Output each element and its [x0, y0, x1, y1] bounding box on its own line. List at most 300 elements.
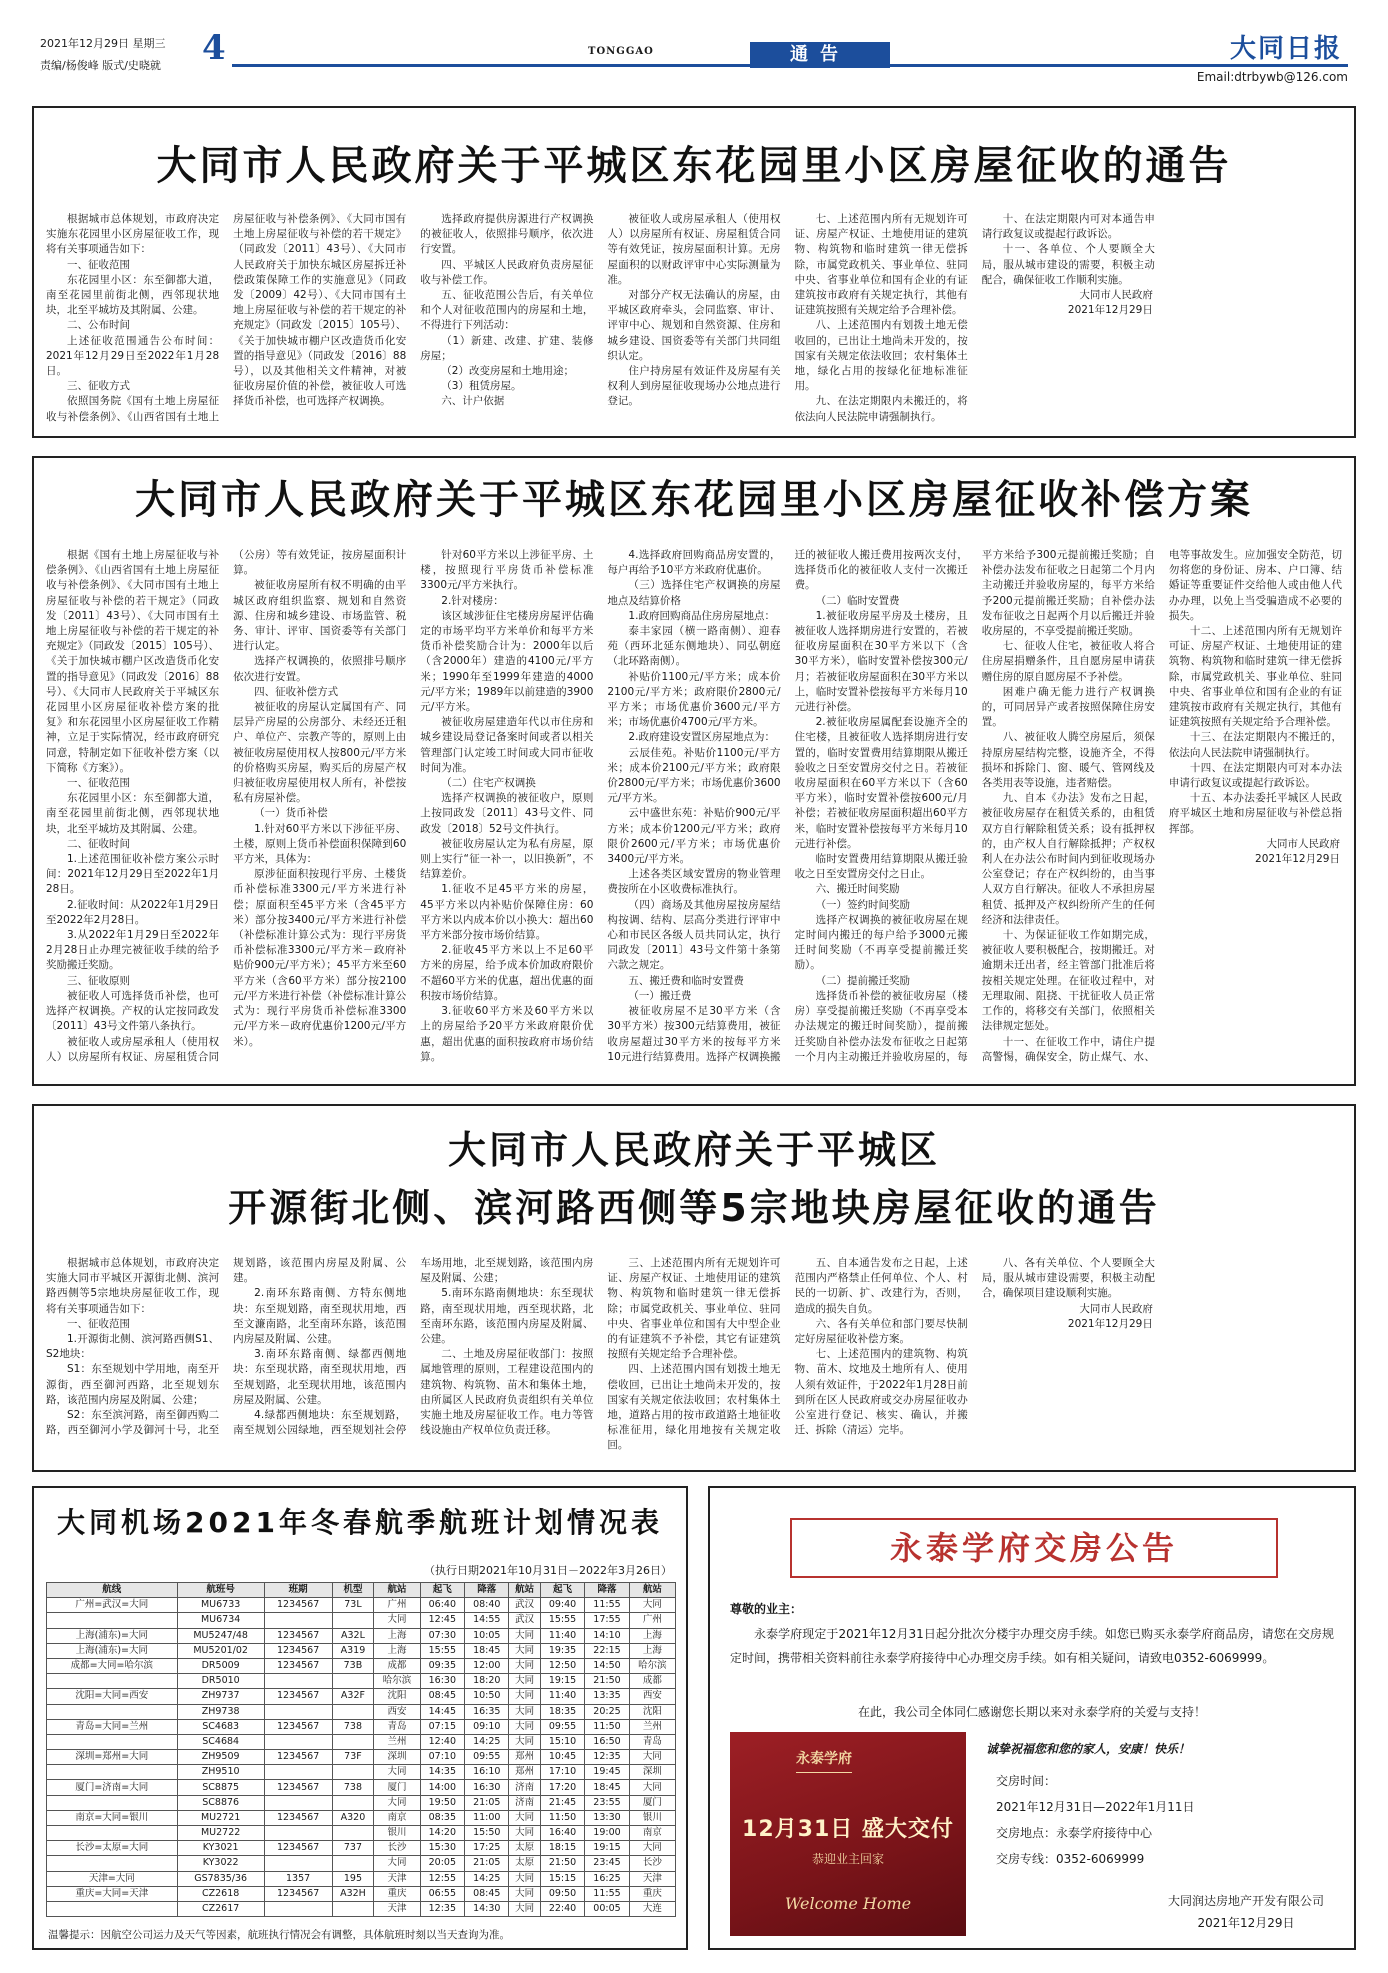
paragraph: 六、各有关单位和部门要尽快制定好房屋征收补偿方案。	[794, 1317, 968, 1346]
flight-table-title: 大同机场2021年冬春航季航班计划情况表	[57, 1506, 663, 1539]
notice-title: 大同市人民政府关于平城区东花园里小区房屋征收的通告	[156, 143, 1232, 189]
table-cell: 09:40	[540, 1598, 584, 1613]
table-cell: 天津	[629, 1871, 675, 1886]
table-cell: 郑州	[509, 1750, 540, 1765]
paragraph: （二）提前搬迁奖励	[815, 974, 911, 987]
paragraph: 三、征收原则	[67, 974, 130, 987]
handover-place: 交房地点：永泰学府接待中心	[996, 1826, 1153, 1840]
table-cell: 16:30	[465, 1780, 509, 1795]
table-cell	[47, 1795, 178, 1810]
paragraph: 三、征收方式	[67, 380, 130, 393]
table-row	[47, 1826, 676, 1841]
table-row	[47, 1750, 676, 1765]
table-cell: 1234567	[264, 1841, 332, 1856]
contact-email[interactable]: Email:dtrbywb@126.com	[1196, 70, 1348, 84]
table-cell: 17:10	[540, 1765, 584, 1780]
table-cell: 大同	[509, 1719, 540, 1734]
table-cell: 大同	[509, 1704, 540, 1719]
table-cell: 195	[332, 1871, 374, 1886]
table-cell: 21:45	[540, 1795, 584, 1810]
editors-line: 责编/杨俊峰 版式/史晓就	[40, 59, 161, 72]
paragraph: 八、各有关单位、个人要顾全大局，服从城市建设需要，积极主动配合，确保项目建设顺利实施。	[981, 1257, 1155, 1300]
paragraph: 被征收房屋不足30平方米（含30平方米）按300元结算费用，被征收房屋超过30平方米的按每平方米10元进行结算费用。选择产权调换搬迁的被征收人搬迁费用按两次支付，选择货币化的被征收人支付一次搬迁费。	[607, 549, 968, 1063]
table-cell	[47, 1613, 178, 1628]
compensation-plan	[32, 456, 1356, 1086]
table-row	[47, 1689, 676, 1704]
table-cell: 厦门	[374, 1780, 420, 1795]
table-cell: 15:55	[540, 1613, 584, 1628]
table-row	[47, 1901, 676, 1916]
paragraph: 1.征收不足45平方米的房屋，45平方米以内补贴价保障住房：60平方米以内成本价以小换大：超出60平方米部分按市场价结算。	[420, 883, 594, 942]
table-cell: 天津	[374, 1901, 420, 1916]
table-cell: 上海(浦东)=大同	[47, 1628, 178, 1643]
table-cell: 沈阳	[629, 1704, 675, 1719]
table-cell	[332, 1674, 374, 1689]
table-cell	[264, 1765, 332, 1780]
paragraph: 针对60平方米以上涉征平房、土楼，按照现行平房货币补偿标准3300元/平方米执行。	[420, 549, 594, 592]
table-cell: 19:00	[585, 1826, 629, 1841]
table-cell: 大同	[629, 1598, 675, 1613]
paragraph: 5.南环东路南侧地块：东至现状路，南至现状用地，西至现状路，北至南环东路，该范围内房屋及附属、公建。	[420, 1287, 594, 1346]
table-cell: 18:45	[585, 1780, 629, 1795]
paragraph: 被征收房屋建造年代以市住房和城乡建设局登记备案时间或者以相关管理部门认定竣工时间或大同市征收时间为准。	[420, 716, 594, 774]
table-cell: 银川	[374, 1826, 420, 1841]
paragraph: 十一、在征收工作中，请住户提高警惕，确保安全，防止煤气、水、电等事故发生。应加强安全防范，切勿将您的身份证、房本、户口簿、结婚证等重要证件交给他人或由他人代办办理，以免上当受骗造成不必要的损失。	[981, 549, 1342, 1063]
table-cell: MU2722	[177, 1826, 264, 1841]
table-cell: 广州	[629, 1613, 675, 1628]
table-cell: 12:55	[420, 1871, 464, 1886]
notice-body	[46, 212, 1342, 426]
paragraph: 八、被征收人腾空房屋后，须保持原房屋结构完整，设施齐全，不得损坏和拆除门、窗、暖气、管网线及各类用表等设施，违者赔偿。	[981, 731, 1155, 790]
table-cell: 14:55	[465, 1613, 509, 1628]
paragraph: 根据城市总体规划，市政府决定实施东花园里小区房屋征收工作，现将有关事项通告如下：	[46, 213, 220, 256]
table-cell: 厦门=济南=大同	[47, 1780, 178, 1795]
newspaper-logo: 大同日报	[1229, 34, 1342, 64]
paragraph: （3）租赁房屋。	[441, 380, 522, 393]
table-cell: 大同	[629, 1750, 675, 1765]
table-cell: 成都=大同=哈尔滨	[47, 1658, 178, 1673]
table-cell: 14:10	[585, 1628, 629, 1643]
table-cell: 16:10	[465, 1765, 509, 1780]
table-cell: 武汉	[509, 1613, 540, 1628]
paragraph: （四）商场及其他房屋按房屋结构按调、结构、层高分类进行评审中心和市民区各级人员共同认定，执行同政发〔2011〕43号文件第十条第六款之规定。	[607, 898, 781, 972]
paragraph: 九、在法定期限内未搬迁的，将依法向人民法院申请强制执行。	[794, 395, 968, 423]
table-cell: ZH9510	[177, 1765, 264, 1780]
banner-subtitle: 恭迎业主回家	[811, 1852, 884, 1866]
table-cell: 14:30	[465, 1901, 509, 1916]
table-cell: 重庆=大同=天津	[47, 1886, 178, 1901]
table-cell: 10:45	[540, 1750, 584, 1765]
table-cell: 大同	[509, 1901, 540, 1916]
paragraph: 1.上述范围征收补偿方案公示时间：2021年12月29日至2022年1月28日。	[46, 853, 220, 896]
table-cell: 22:40	[540, 1901, 584, 1916]
table-cell: 太原	[509, 1856, 540, 1871]
table-cell	[332, 1901, 374, 1916]
table-cell: 上海	[374, 1628, 420, 1643]
table-cell: 长沙	[374, 1841, 420, 1856]
paragraph: 四、征收补偿方式	[254, 685, 339, 698]
table-row	[47, 1780, 676, 1795]
paragraph: （三）选择住宅产权调换的房屋地点及结算价格	[607, 579, 781, 607]
table-cell: 73B	[332, 1658, 374, 1673]
table-cell: 73L	[332, 1598, 374, 1613]
ad-company: 大同润达房地产开发有限公司	[1167, 1894, 1324, 1908]
flight-schedule	[32, 1486, 688, 1950]
table-cell: 大同	[374, 1765, 420, 1780]
table-cell: A32F	[332, 1689, 374, 1704]
section-name: 通告	[750, 42, 890, 68]
notice2-title-line1: 大同市人民政府关于平城区	[447, 1128, 940, 1172]
table-cell	[264, 1856, 332, 1871]
table-cell: 哈尔滨	[374, 1674, 420, 1689]
table-cell: 10:50	[465, 1689, 509, 1704]
table-cell: 上海	[629, 1643, 675, 1658]
paragraph: 2.征收时间：从2022年1月29日至2022年2月28日。	[46, 898, 220, 926]
ad-info	[996, 1768, 1195, 1872]
table-cell: 08:35	[420, 1810, 464, 1825]
table-cell: 12:50	[540, 1658, 584, 1673]
banner-logo: 永泰学府	[796, 1748, 852, 1773]
table-cell: 兰州	[374, 1734, 420, 1749]
table-cell: 哈尔滨	[629, 1658, 675, 1673]
paragraph: 二、公布时间	[67, 319, 130, 332]
table-cell: 上海(浦东)=大同	[47, 1643, 178, 1658]
paragraph: 八、上述范围内有划拨土地无偿收回的，已出让土地尚未开发的，按国家有关规定依法收回；农村集体土地，绿化占用的按绿化征地标准征用。	[794, 319, 968, 393]
paragraph: 住户持房屋有效证件及房屋有关权利人到房屋征收现场办公地点进行登记。	[607, 365, 781, 408]
table-cell: 22:15	[585, 1643, 629, 1658]
table-cell: 深圳	[374, 1750, 420, 1765]
flight-table-body	[47, 1598, 676, 1917]
column-header: 航线	[47, 1583, 178, 1598]
paragraph: 十一、各单位、个人要顾全大局，服从城市建设的需要，积极主动配合，确保征收工作顺利实施。	[981, 243, 1155, 286]
table-row	[47, 1628, 676, 1643]
table-cell: 09:35	[420, 1658, 464, 1673]
table-cell: 11:40	[540, 1689, 584, 1704]
table-cell: 上海	[374, 1643, 420, 1658]
paragraph: 2.南环东路南侧、方特东侧地块：东至规划路，南至现状用地，西至文濂南路，北至南环东路，该范围内房屋及附属、公建。	[233, 1287, 407, 1346]
paragraph: 选择货币补偿的被征收房屋（楼房）享受提前搬迁奖励（不再享受本办法规定的搬迁时间奖励），提前搬迁奖励自补偿办法发布征收之日起第一个月内主动搬迁并验收房屋的，每平方米给予300元提前搬迁奖励；自补偿办法发布征收之日起第二个月内主动搬迁并验收房屋的，每平方米给予200元提前搬迁奖励；自补偿办法发布征收之日起两个月以后搬迁并验收房屋的，不享受提前搬迁奖励。	[794, 549, 1155, 1063]
table-cell: 郑州	[509, 1765, 540, 1780]
paragraph: 十二、上述范围内所有无规划许可证、房屋产权证、土地使用证的建筑物、构筑物和临时建筑一律无偿拆除，市属党政机关、事业单位、驻同中央、省事业单位和国有企业的有证建筑按市政府有关规定执行，其他有证建筑按照有关规定给予合理补偿。	[1168, 625, 1342, 729]
ad-body: 永泰学府现定于2021年12月31日起分批次分楼宇办理交房手续。如您已购买永泰学府商品房，请您在交房规定时间，携带相关资料前往永泰学府接待中心办理交房手续。如有相关疑问，请致电0352-6069999。	[730, 1627, 1334, 1665]
table-cell: 15:30	[420, 1841, 464, 1856]
table-cell: 大同	[374, 1795, 420, 1810]
table-cell: 16:40	[540, 1826, 584, 1841]
table-cell: 14:35	[420, 1765, 464, 1780]
table-cell: 大同	[629, 1780, 675, 1795]
table-cell: 19:50	[420, 1795, 464, 1810]
table-cell	[264, 1734, 332, 1749]
paragraph: 2.政府建设安置区房屋地点为：	[628, 731, 775, 744]
table-row	[47, 1643, 676, 1658]
table-cell: 09:55	[465, 1750, 509, 1765]
table-cell: KY3022	[177, 1856, 264, 1871]
table-row	[47, 1598, 676, 1613]
table-cell: 07:10	[420, 1750, 464, 1765]
paragraph: 上述各类区域安置房的物业管理费按所在小区收费标准执行。	[607, 868, 781, 896]
table-cell: 11:40	[540, 1628, 584, 1643]
table-cell: ZH9509	[177, 1750, 264, 1765]
table-cell: 73F	[332, 1750, 374, 1765]
paragraph: 一、征收范围	[67, 777, 130, 790]
table-cell: 14:50	[585, 1658, 629, 1673]
column-header: 航班号	[177, 1583, 264, 1598]
paragraph: 选择产权调换的，依照排号顺序依次进行安置。	[233, 655, 407, 683]
table-cell: 1234567	[264, 1658, 332, 1673]
table-cell: 南京	[629, 1826, 675, 1841]
handover-phone: 交房专线：0352-6069999	[996, 1852, 1145, 1866]
table-cell: 12:00	[465, 1658, 509, 1673]
table-cell: 16:50	[585, 1734, 629, 1749]
table-cell: 17:25	[465, 1841, 509, 1856]
paragraph: 1.政府回购商品住房房屋地点：	[628, 609, 775, 622]
paragraph: 泰丰家园（横一路南侧）、迎春苑（西环北延东侧地块）、同弘朝庭（北环路南侧）。	[607, 625, 781, 668]
table-cell: 18:35	[540, 1704, 584, 1719]
table-cell: 1234567	[264, 1810, 332, 1825]
table-cell: 06:40	[420, 1598, 464, 1613]
table-cell: 1234567	[264, 1780, 332, 1795]
notice2-body	[46, 1256, 1342, 1460]
table-cell: 长沙	[629, 1856, 675, 1871]
table-cell: MU6734	[177, 1613, 264, 1628]
table-cell: 18:15	[540, 1841, 584, 1856]
table-cell: 11:55	[585, 1886, 629, 1901]
table-cell: CZ2617	[177, 1901, 264, 1916]
table-cell: 沈阳=大同=西安	[47, 1689, 178, 1704]
table-cell: 大同	[509, 1734, 540, 1749]
table-cell: 738	[332, 1780, 374, 1795]
paragraph: 4.选择政府回购商品房安置的，每户再给予10平方米政府优惠价。	[607, 549, 781, 577]
paragraph: 被征收人或房屋承租人（使用权人）以房屋所有权证、房屋租赁合同等有效凭证，按房屋面积计算。无房屋面积的以财政评审中心实际测量为准。	[607, 213, 781, 286]
paragraph: 十四、在法定期限内可对本办法申请行政复议或提起行政诉讼。	[1168, 761, 1342, 790]
table-cell: ZH9737	[177, 1689, 264, 1704]
table-row	[47, 1795, 676, 1810]
table-cell: 大同	[509, 1658, 540, 1673]
table-cell: 16:35	[465, 1704, 509, 1719]
paragraph: 根据《国有土地上房屋征收与补偿条例》、《山西省国有土地上房屋征收与补偿条例》、《大同市国有土地上房屋征收与补偿的若干规定》（同政发〔2011〕43号）、《大同市国有土地上房屋征收与补偿的若干规定的补充规定》（同政发〔2015〕105号）、《关于加快城市棚户区改造货币化安置的指导意见》（同政发〔2016〕88号）、《大同市人民政府关于平城区东花园里小区房屋征收补偿方案的批复》和东花园里小区房屋征收工作精神，立足于实际情况，经市政府研究同意，特制定如下征收补偿方案（以下简称《方案》）。	[46, 549, 220, 774]
table-cell: 21:50	[585, 1674, 629, 1689]
table-cell: 15:55	[420, 1643, 464, 1658]
table-cell: GS7835/36	[177, 1871, 264, 1886]
table-row	[47, 1886, 676, 1901]
paragraph: S2：东至滨河路，南至御西购二路，西至御河小学及御河十号，北至规划路，该范围内房屋及附属、公建。	[46, 1257, 407, 1437]
table-cell: 大同	[509, 1886, 540, 1901]
table-cell: A319	[332, 1643, 374, 1658]
table-cell: DR5010	[177, 1674, 264, 1689]
table-cell	[332, 1826, 374, 1841]
plan-body	[46, 548, 1342, 1074]
table-cell: 大同	[509, 1674, 540, 1689]
table-cell: 08:45	[465, 1886, 509, 1901]
banner-date: 12月31日 盛大交付	[742, 1817, 954, 1842]
paragraph: 3.南环东路南侧、绿都西侧地块：东至现状路，南至现状用地，西至规划路，北至现状用地，该范围内房屋及附属、公建。	[233, 1348, 407, 1406]
table-cell: SC8875	[177, 1780, 264, 1795]
table-cell: 21:05	[465, 1795, 509, 1810]
paragraph: 二、征收时间	[67, 837, 130, 850]
paragraph: 十、为保证征收工作如期完成，被征收人要积极配合，按期搬迁。对逾期未迁出者，经主管部门批准后将按相关规定处理。在征收过程中，对无理取闹、阻挠、干扰征收人员正常工作的，将移交有关部门，依照相关法律规定惩处。	[981, 929, 1155, 1033]
table-cell: MU6733	[177, 1598, 264, 1613]
table-cell: 青岛=大同=兰州	[47, 1719, 178, 1734]
table-cell: 17:20	[540, 1780, 584, 1795]
table-cell: 15:50	[465, 1826, 509, 1841]
paragraph: 四、平城区人民政府负责房屋征收与补偿工作。	[420, 258, 594, 286]
paragraph: 九、自本《办法》发布之日起，被征收房屋存在租赁关系的，由租赁双方自行解除租赁关系；设有抵押权的，由产权人自行解除抵押；产权权利人在办法公布时间内到征收现场办公室登记；存在产权纠纷的，由当事人双方自行解决。征收人不承担房屋租赁、抵押及产权纠纷所产生的任何经济和法律责任。	[981, 792, 1155, 926]
table-cell: 广州	[374, 1598, 420, 1613]
paragraph: 七、上述范围内所有无规划许可证、房屋产权证、土地使用证的建筑物、构筑物和临时建筑一律无偿拆除，市属党政机关、事业单位、驻同中央、省事业单位和国有企业的有证建筑按市政府有关规定执行，其他有证建筑按照有关规定给予合理补偿。	[794, 213, 968, 317]
paragraph: 五、征收范围公告后，有关单位和个人对征收范围内的房屋和土地，不得进行下列活动：	[420, 289, 594, 332]
paragraph: （二）住宅产权调换	[441, 777, 536, 790]
paragraph: 六、搬迁时间奖励	[815, 883, 900, 896]
table-cell: 12:40	[420, 1734, 464, 1749]
table-cell: 11:50	[540, 1810, 584, 1825]
table-cell: 09:55	[540, 1719, 584, 1734]
paragraph: 二、土地及房屋征收部门：按照属地管理的原则，工程建设范围内的建筑物、构筑物、苗木和集体土地，由所属区人民政府负责组织有关单位实施土地及房屋征收工作。电力等管线设施由产权单位负责迁移。	[420, 1348, 594, 1437]
column-header: 起飞	[420, 1583, 464, 1598]
table-cell: 1234567	[264, 1719, 332, 1734]
column-header: 班期	[264, 1583, 332, 1598]
table-cell: 1234567	[264, 1750, 332, 1765]
table-cell	[332, 1734, 374, 1749]
table-cell: 重庆	[629, 1886, 675, 1901]
table-row	[47, 1613, 676, 1628]
table-cell: 南京=大同=银川	[47, 1810, 178, 1825]
paragraph: 选择产权调换的被征收房屋在规定时间内搬迁的每户给予3000元搬迁时间奖励（不再享受提前搬迁奖励）。	[794, 913, 968, 972]
table-cell: 大同	[374, 1613, 420, 1628]
table-cell: 上海	[629, 1628, 675, 1643]
section-pinyin: TONGGAO	[588, 46, 654, 57]
table-cell	[264, 1674, 332, 1689]
table-cell: 沈阳	[374, 1689, 420, 1704]
ad-banner-image	[730, 1732, 966, 1936]
table-row	[47, 1704, 676, 1719]
paragraph: （2）改变房屋和土地用途；	[441, 365, 574, 378]
table-row	[47, 1719, 676, 1734]
paragraph: 五、自本通告发布之日起，上述范围内严格禁止任何单位、个人、村民的一切新、扩、改建行为，否则，造成的损失自负。	[794, 1257, 968, 1315]
table-cell: 大同	[509, 1810, 540, 1825]
sign-date: 2021年12月29日	[1067, 304, 1153, 317]
paragraph: 补贴价1100元/平方米；成本价2100元/平方米；政府限价2800元/平方米；市场优惠价3600元/平方米；市场优惠价4700元/平方米。	[607, 670, 781, 729]
paragraph: 被征收的房屋认定属国有产、同层异产房屋的公房部分、未经还迁租户、单位产、宗教产等的，原则上由被征收房屋使用权人按800元/平方米的价格购买房屋，购买后的房屋产权归被征收房屋使用权人所有，补偿按私有房屋补偿。	[233, 701, 407, 805]
table-cell: 12:45	[420, 1613, 464, 1628]
sign-date: 2021年12月29日	[1067, 1317, 1153, 1330]
table-cell: 12:35	[420, 1901, 464, 1916]
table-cell: 13:30	[585, 1810, 629, 1825]
plan-title: 大同市人民政府关于平城区东花园里小区房屋征收补偿方案	[135, 477, 1253, 523]
masthead	[40, 28, 1348, 90]
table-cell: 14:45	[420, 1704, 464, 1719]
paragraph: 七、征收人住宅，被征收人将合住房屋捐赠条件，且自愿房屋申请获赠住房的原自愿房屋不予补偿。	[981, 640, 1155, 683]
paragraph: 临时安置费用结算期限从搬迁验收之日至安置房交付之日止。	[794, 853, 968, 881]
table-cell: 成都	[374, 1658, 420, 1673]
table-row	[47, 1765, 676, 1780]
paragraph: 一、征收范围	[67, 258, 130, 271]
table-cell: 深圳=郑州=大同	[47, 1750, 178, 1765]
column-header: 航站	[629, 1583, 675, 1598]
table-cell: 济南	[509, 1780, 540, 1795]
table-cell: 11:00	[465, 1810, 509, 1825]
paragraph: 东花园里小区：东至御都大道，南至花园里前街北侧，西邻现状地块，北至平城坊及其附属、公建。	[46, 792, 220, 835]
table-cell: 天津=大同	[47, 1871, 178, 1886]
table-cell: 天津	[374, 1871, 420, 1886]
table-cell: A32L	[332, 1628, 374, 1643]
paragraph: 十三、在法定期限内不搬迁的，依法向人民法院申请强制执行。	[1168, 731, 1342, 759]
table-cell: 737	[332, 1841, 374, 1856]
signature: 大同市人民政府	[1266, 837, 1340, 850]
paragraph: 原涉征面积按现行平房、土楼货币补偿标准3300元/平方米进行补偿；原面积至45平方米（含45平方米）部分按3400元/平方米进行补偿（补偿标准计算公式为：现行平房货币补偿标准3300元/平方米－政府补贴价900元/平方米）；45平方米至60平方米（含60平方米）部分按2100元/平方米进行补偿（补偿标准计算公式为：现行平房货币补偿标准3300元/平方米－政府优惠价1200元/平方米）。	[233, 868, 407, 1048]
column-header: 航站	[509, 1583, 540, 1598]
paragraph: （一）签约时间奖励	[815, 898, 911, 911]
paragraph: 选择产权调换的被征收户，原则上按同政发〔2011〕43号文件、同政发〔2018〕52号文件执行。	[420, 792, 594, 835]
table-cell: 20:05	[420, 1856, 464, 1871]
table-cell: 大同	[509, 1871, 540, 1886]
paragraph: 云中盛世东苑：补贴价900元/平方米；成本价1200元/平方米；政府限价2600元/平方米；市场优惠价3400元/平方米。	[607, 807, 781, 866]
table-cell: MU2721	[177, 1810, 264, 1825]
table-cell: DR5009	[177, 1658, 264, 1673]
table-cell	[332, 1795, 374, 1810]
table-cell: 大同	[374, 1856, 420, 1871]
paragraph: 3.从2022年1月29日至2022年2月28日止办理完被征收手续的给予奖励搬迁奖励。	[46, 929, 220, 972]
table-cell: 09:50	[540, 1886, 584, 1901]
flight-table-header	[47, 1583, 676, 1598]
table-cell: 重庆	[374, 1886, 420, 1901]
paragraph: 七、上述范围内的建筑物、构筑物、苗木、坟地及土地所有人、使用人须有效证件，于2022年1月28日前到所在区人民政府或交办房屋征收办公室进行登记、核实、确认，并搬迁、拆除（清运）完毕。	[794, 1348, 968, 1437]
table-cell: 兰州	[629, 1719, 675, 1734]
table-cell	[264, 1795, 332, 1810]
paragraph: 根据城市总体规划，市政府决定实施大同市平城区开源街北侧、滨河路西侧等5宗地块房屋征收工作，现将有关事项通告如下：	[46, 1257, 220, 1315]
paragraph: 十、在法定期限内可对本通告申请行政复议或提起行政诉讼。	[981, 213, 1155, 241]
column-header: 机型	[332, 1583, 374, 1598]
paragraph: 该区域涉征住宅楼房房屋评估确定的市场平均平方米单价和每平方米货币补偿奖励合计为：2000年以后（含2000年）建造的4100元/平方米；1990年至1999年建造的4000元/平方米；1989年以前建造的3900元/平方米。	[420, 609, 594, 714]
table-cell: 青岛	[629, 1734, 675, 1749]
handover-time-value: 2021年12月31日—2022年1月11日	[996, 1800, 1195, 1814]
paragraph: 东花园里小区：东至御都大道，南至花园里前街北侧，西邻现状地块，北至平城坊及其附属、公建。	[46, 273, 220, 317]
table-cell: 1234567	[264, 1598, 332, 1613]
table-cell: 1234567	[264, 1689, 332, 1704]
paragraph: 1.被征收房屋平房及土楼房，且被征收人选择期房进行安置的，若被征收房屋面积在30平方米以下（含30平方米），临时安置补偿按300元/月；若被征收房屋面积在30平方米以上，临时安置补偿按每平方米每月10元进行补偿。	[794, 609, 968, 714]
table-cell: SC4684	[177, 1734, 264, 1749]
paragraph: （二）临时安置费	[815, 594, 900, 607]
table-cell: KY3021	[177, 1841, 264, 1856]
table-cell: 20:25	[585, 1704, 629, 1719]
table-cell: 18:45	[465, 1643, 509, 1658]
paragraph: 六、计户依据	[441, 395, 505, 408]
notice2-title-line2: 开源街北侧、滨河路西侧等5宗地块房屋征收的通告	[228, 1186, 1160, 1230]
table-cell: 00:05	[585, 1901, 629, 1916]
flight-note: 温馨提示：因航空公司运力及天气等因素，航班执行情况会有调整，具体航班时刻以当天查询为准。	[48, 1929, 510, 1941]
table-cell: 济南	[509, 1795, 540, 1810]
table-cell: ZH9738	[177, 1704, 264, 1719]
paragraph: 2.被征收房屋属配套设施齐全的住宅楼，且被征收人选择期房进行安置的，临时安置费用结算期限从搬迁验收之日至安置房交付之日。若被征收房屋面积在60平方米以下（含60平方米），临时安置补偿按600元/月补偿；若被征收房屋面积超出60平方米，临时安置补偿按每平方米每月10元进行补偿。	[794, 716, 968, 850]
table-cell	[332, 1856, 374, 1871]
table-cell: MU5201/02	[177, 1643, 264, 1658]
table-cell: 大连	[629, 1901, 675, 1916]
table-cell: 14:20	[420, 1826, 464, 1841]
table-cell: 21:50	[540, 1856, 584, 1871]
table-cell	[47, 1765, 178, 1780]
handover-time-label: 交房时间：	[996, 1774, 1057, 1788]
table-cell: 19:15	[540, 1674, 584, 1689]
paragraph: 3.征收60平方米及60平方米以上的房屋给予20平方米政府限价优惠，超出优惠的面积按政府市场价结算。	[420, 1005, 594, 1063]
table-cell: 南京	[374, 1810, 420, 1825]
paragraph: 4.绿都西侧地块：东至规划路，南至规划公园绿地，西至规划社会停车场用地，北至规划路，该范围内房屋及附属、公建；	[233, 1257, 594, 1437]
table-cell	[264, 1826, 332, 1841]
table-row	[47, 1674, 676, 1689]
notice-expropriation-five-plots	[32, 1104, 1356, 1472]
housing-handover-ad	[708, 1486, 1356, 1950]
table-cell	[47, 1826, 178, 1841]
table-cell: MU5247/48	[177, 1628, 264, 1643]
ad-slogan: 诚挚祝福您和您的家人，安康！快乐！	[986, 1742, 1191, 1756]
